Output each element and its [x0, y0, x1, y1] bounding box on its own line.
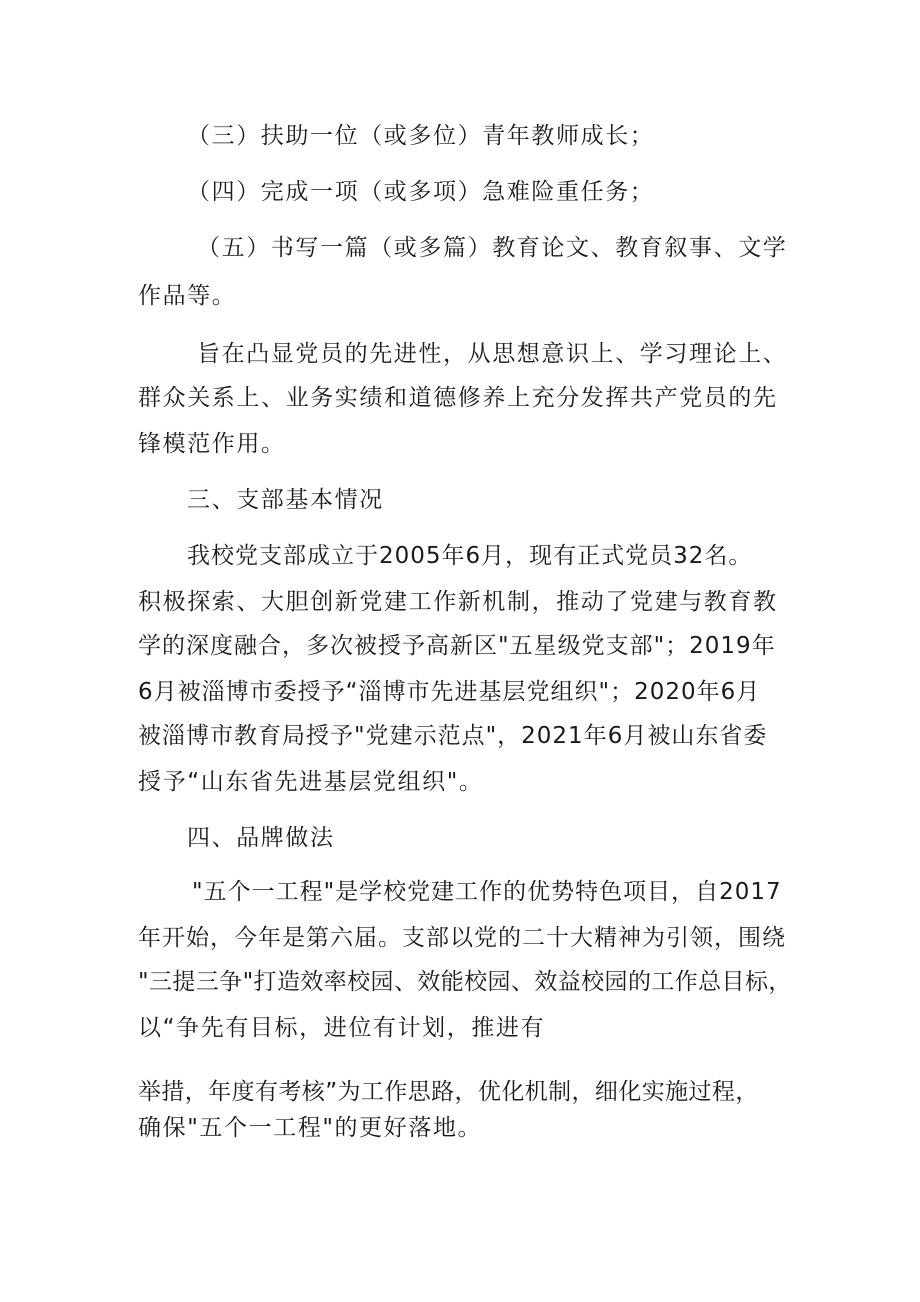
- section3-line6: 授予“山东省先进基层党组织"。: [138, 769, 484, 795]
- section3-line3: 学的深度融合，多次被授予高新区"五星级党支部"；2019年: [138, 633, 776, 659]
- section3-heading: 三、支部基本情况: [187, 487, 384, 513]
- section4-heading: 四、品牌做法: [187, 825, 335, 851]
- purpose-line2: 群众关系上、业务实绩和道德修养上充分发挥共产党员的先: [138, 385, 778, 411]
- list-item-five-line2: 作品等。: [138, 283, 237, 309]
- purpose-line3: 锋模范作用。: [138, 431, 286, 457]
- section4-line1: "五个一工程"是学校党建工作的优势特色项目，自2017: [192, 879, 782, 905]
- section3-line4: 6月被淄博市委授予“淄博市先进基层党组织"；2020年6月: [138, 679, 761, 705]
- section3-line5: 被淄博市教育局授予"党建示范点"，2021年6月被山东省委: [138, 723, 768, 749]
- section4-line5: 举措，年度有考核”为工作思路，优化机制，细化实施过程，: [138, 1079, 759, 1105]
- list-item-four: （四）完成一项（或多项）急难险重任务；: [187, 179, 655, 205]
- purpose-line1: 旨在凸显党员的先进性，从思想意识上、学习理论上、: [197, 341, 788, 367]
- section3-line2: 积极探索、大胆创新党建工作新机制，推动了党建与教育教: [138, 589, 778, 615]
- list-item-five-line1: （五）书写一篇（或多篇）教育论文、教育叙事、文学: [197, 235, 788, 261]
- list-item-three: （三）扶助一位（或多位）青年教师成长；: [187, 123, 655, 149]
- section4-line2: 年开始，今年是第六届。支部以党的二十大精神为引领，围绕: [138, 925, 786, 951]
- section3-line1: 我校党支部成立于2005年6月，现有正式党员32名。: [187, 543, 753, 569]
- section4-line3: "三提三争"打造效率校园、效能校园、效益校园的工作总目标，: [138, 969, 792, 995]
- section4-line4: 以“争先有目标，进位有计划，推进有: [138, 1015, 546, 1041]
- section4-line6: 确保"五个一工程"的更好落地。: [138, 1115, 483, 1141]
